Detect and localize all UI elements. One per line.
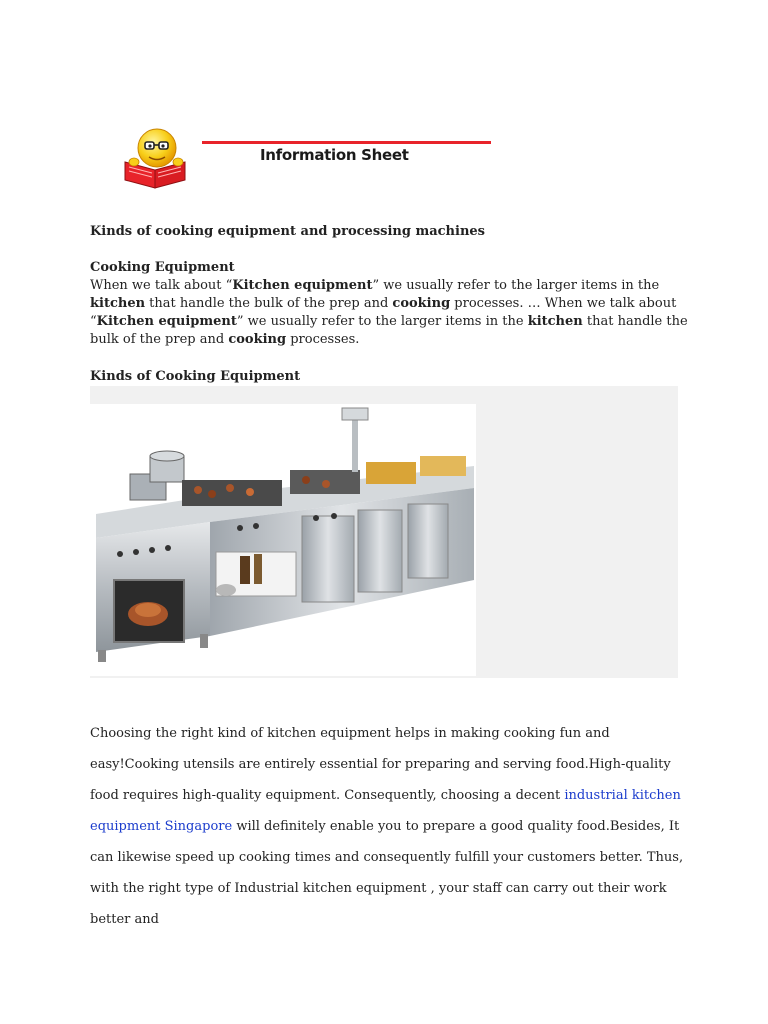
- section-heading-kinds: Kinds of Cooking Equipment: [90, 369, 301, 384]
- commercial-kitchen-range-image: [90, 404, 476, 676]
- kitchen-equipment-photo: [90, 404, 476, 676]
- body-paragraph: Choosing the right kind of kitchen equipment helps in making cooking fun and easy!Cooking utensils are entirely essential for preparing and serving food.High-quality food requires high-quality equipment. Consequently, choosing a decent industrial kitchen equipment Singapore will definitely enable you to prepare a good quality food.Besides, It can likewise speed up cooking times and consequently fulfill your customers better. Thus, with the right type of Industrial kitchen equipment , your staff can carry out their work better and: [90, 726, 684, 927]
- industrial-kitchen-equipment-link[interactable]: industrial kitchen equipment Singapore: [90, 788, 681, 834]
- main-heading: Kinds of cooking equipment and processing machines: [90, 224, 485, 239]
- image-frame: [90, 386, 678, 678]
- section-heading-cooking-equipment: Cooking Equipment: [90, 260, 235, 275]
- header-rule: [202, 141, 491, 144]
- intro-paragraph: When we talk about “Kitchen equipment” we usually refer to the larger items in the kitchen that handle the bulk of the prep and cooking processes. … When we talk about “Kitchen equipment” we usually refer to the larger items in the kitchen that handle the bulk of the prep and cooking processes.: [90, 278, 688, 347]
- header: [122, 126, 492, 190]
- reading-smiley-icon: [122, 126, 188, 190]
- page-title: Information Sheet: [260, 146, 409, 164]
